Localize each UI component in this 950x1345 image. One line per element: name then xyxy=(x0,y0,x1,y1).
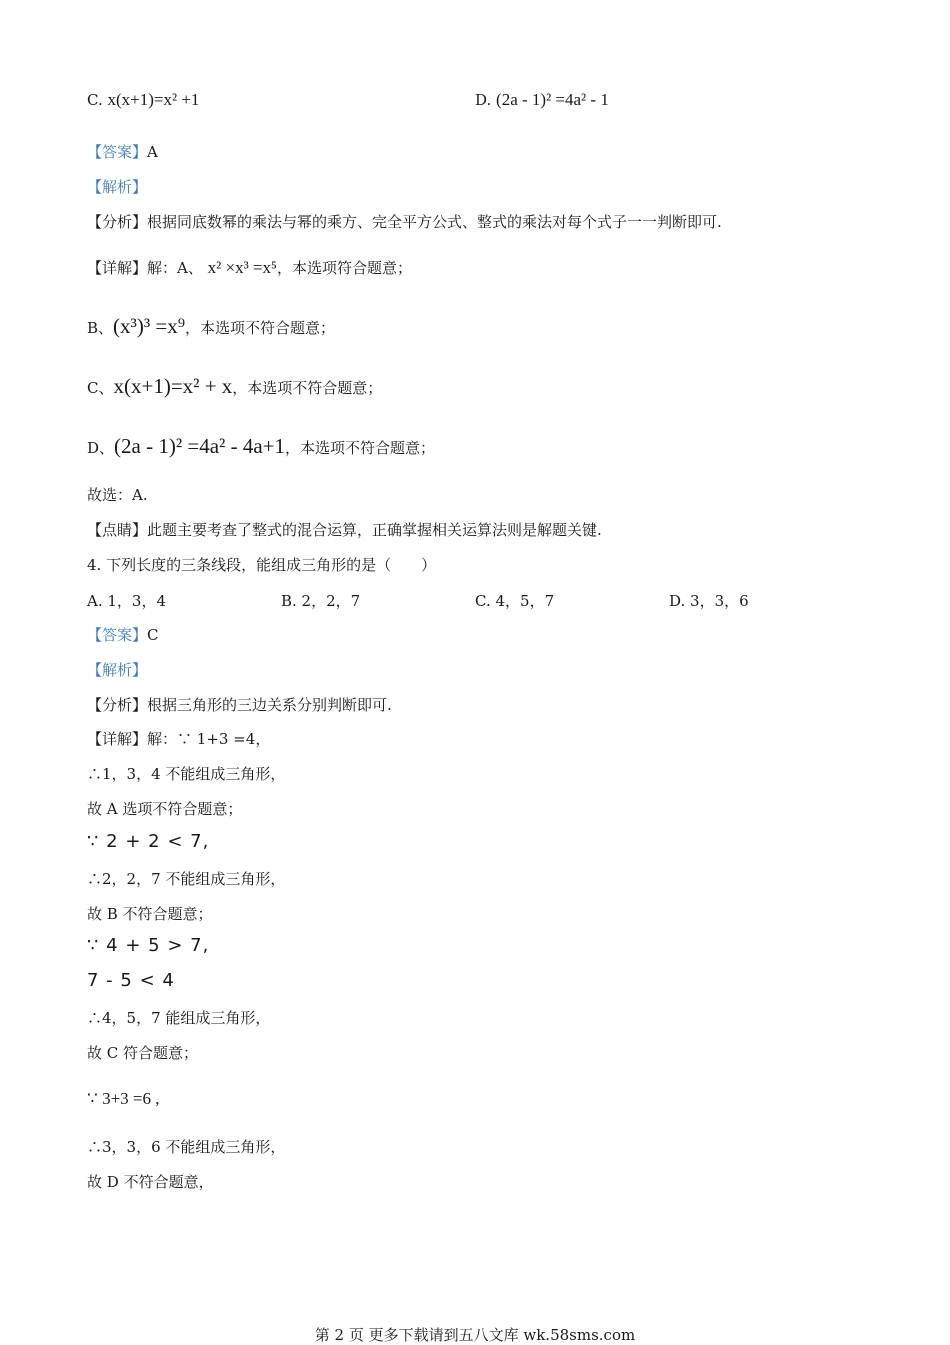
q4-option-c: C. 4，5，7 xyxy=(475,592,555,610)
q4-line-10: ∵ 3+3 =6 , xyxy=(87,1089,160,1108)
q4-analysis-tag: 【解析】 xyxy=(87,661,148,679)
q4-option-a: A. 1，3，4 xyxy=(87,592,166,610)
q4-line-3: ∵ 2 + 2 < 7, xyxy=(87,831,210,852)
c-label: C、 xyxy=(87,379,114,397)
q4-line-12: 故 D 不符合题意， xyxy=(87,1173,214,1191)
q4-answer xyxy=(87,625,159,645)
option-d-expression: (2a - 1)² =4a² - 1 xyxy=(496,90,609,109)
b-expression: (x³)³ =x⁹ xyxy=(113,314,186,338)
option-d-row xyxy=(475,90,609,110)
option-d-label: D. xyxy=(475,91,492,109)
d-expression: (2a - 1)² =4a² - 4a+1 xyxy=(114,434,285,458)
q4-detail xyxy=(87,729,270,749)
comment-tag: 【点睛】 xyxy=(87,521,148,539)
q4-line-6: ∵ 4 + 5 > 7, xyxy=(87,935,210,956)
a-expression: x² ×x³ =x⁵ xyxy=(207,258,277,277)
q3-analysis-tag: 【解析】 xyxy=(87,178,148,196)
q4-question: 4. 下列长度的三条线段，能组成三角形的是（ ） xyxy=(87,556,437,574)
q3-detail-b xyxy=(87,316,335,338)
option-c-row xyxy=(87,90,199,110)
q3-choose: 故选：A. xyxy=(87,486,148,504)
option-c-expression: x(x+1)=x² +1 xyxy=(107,90,200,109)
q4-line-7: 7 - 5 < 4 xyxy=(87,970,175,991)
page-footer: 第 2 页 更多下载请到五八文库 wk.58sms.com xyxy=(314,1326,636,1344)
b-text: ，本选项不符合题意； xyxy=(185,319,336,337)
c-text: ，本选项不符合题意； xyxy=(232,379,383,397)
detail-intro: 解：A、 xyxy=(147,259,203,277)
d-label: D、 xyxy=(87,439,115,457)
comment-text: 此题主要考查了整式的混合运算，正确掌握相关运算法则是解题关键. xyxy=(147,521,602,539)
q4-line-5: 故 B 不符合题意； xyxy=(87,905,213,923)
option-c-label: C. xyxy=(87,91,103,109)
answer-tag: 【答案】 xyxy=(87,626,148,644)
fenxi-text: 根据同底数幂的乘法与幂的乘方、完全平方公式、整式的乘法对每个式子一一判断即可. xyxy=(147,213,722,231)
q4-line-4: ∴2，2，7 不能组成三角形， xyxy=(87,870,286,888)
answer-value: A xyxy=(147,143,158,161)
q4-line-8: ∴4，5，7 能组成三角形， xyxy=(87,1009,271,1027)
q4-line-1: ∴1，3，4 不能组成三角形， xyxy=(87,765,286,783)
b-label: B、 xyxy=(87,319,114,337)
q3-comment xyxy=(87,520,602,540)
answer-value: C xyxy=(147,626,159,644)
q4-line-9: 故 C 符合题意； xyxy=(87,1044,199,1062)
detail-intro: 解：∵ 1+3 =4， xyxy=(147,730,271,748)
q3-fenxi xyxy=(87,212,722,232)
detail-tag: 【详解】 xyxy=(87,730,148,748)
detail-tag: 【详解】 xyxy=(87,259,148,277)
q4-line-2: 故 A 选项不符合题意； xyxy=(87,800,243,818)
q4-option-d: D. 3，3，6 xyxy=(669,592,749,610)
q3-detail-d xyxy=(87,436,435,458)
fenxi-tag: 【分析】 xyxy=(87,696,148,714)
q3-answer xyxy=(87,142,158,162)
q4-option-b: B. 2，2，7 xyxy=(281,592,361,610)
q4-line-11: ∴3，3，6 不能组成三角形， xyxy=(87,1138,286,1156)
q4-fenxi xyxy=(87,695,392,715)
fenxi-tag: 【分析】 xyxy=(87,213,148,231)
c-expression: x(x+1)=x² + x xyxy=(113,374,233,398)
q3-detail-c xyxy=(87,376,382,398)
a-text: ，本选项符合题意； xyxy=(276,259,412,277)
d-text: ，本选项不符合题意； xyxy=(285,439,436,457)
answer-tag: 【答案】 xyxy=(87,143,148,161)
fenxi-text: 根据三角形的三边关系分别判断即可. xyxy=(147,696,392,714)
q3-detail-a xyxy=(87,258,412,278)
